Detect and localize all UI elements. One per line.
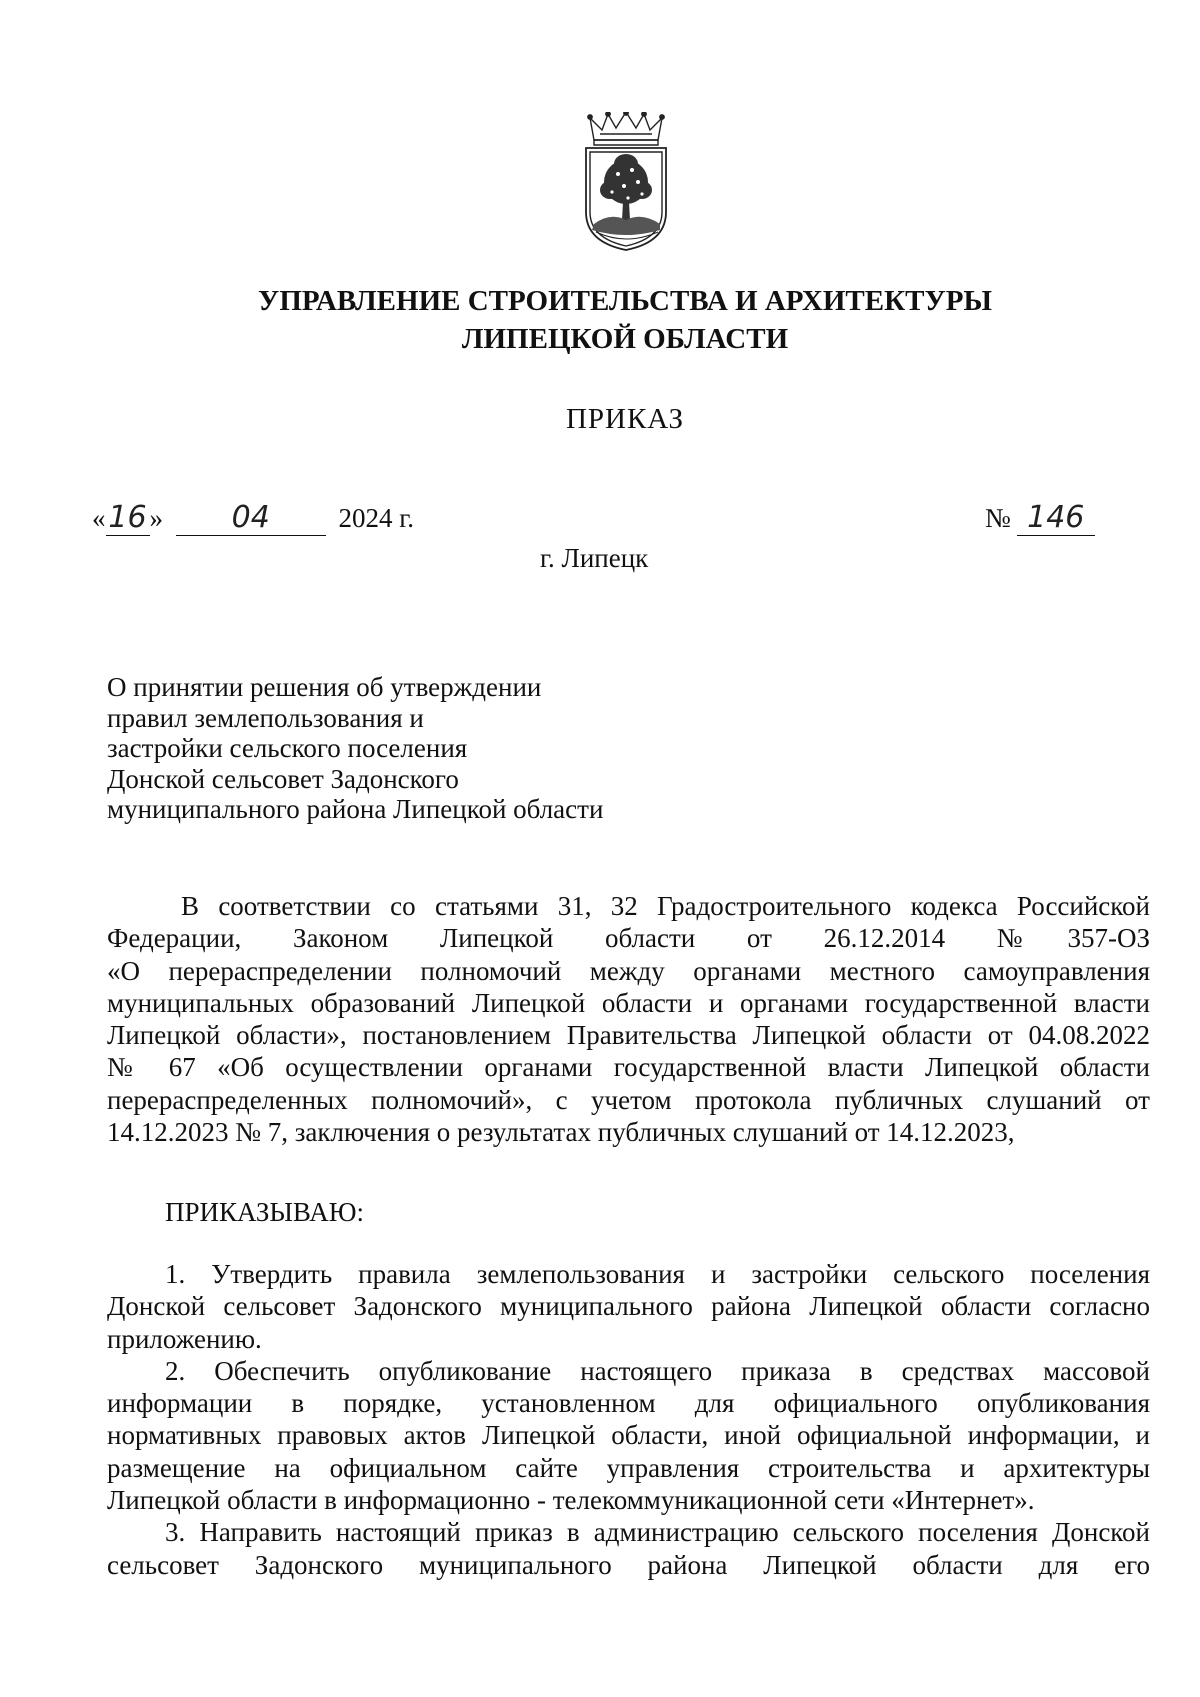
preamble-line: перераспределенных полномочий», с учетом протокола публичных слушаний от — [107, 1084, 1150, 1115]
order-number-value: 146 — [1017, 500, 1095, 536]
quote-close: » — [149, 503, 163, 533]
item-line: приложению. — [107, 1323, 262, 1354]
document-type-title: ПРИКАЗ — [565, 403, 685, 435]
preamble-line: № 67 «Об осуществлении органами государственной власти Липецкой области — [107, 1052, 1150, 1083]
subject-line: Донской сельсовет Задонского — [107, 763, 459, 794]
preamble-line: «О перераспределении полномочий между органами местного самоуправления — [107, 955, 1150, 986]
order-month: 04 — [176, 500, 326, 536]
issue-city: г. Липецк — [540, 543, 649, 573]
subject-line: правил землепользования и — [107, 702, 424, 733]
subject-line: застройки сельского поселения — [107, 733, 468, 763]
preamble-line: Федерации, Законом Липецкой области от 26.12.2014 №357-ОЗ — [107, 923, 1150, 954]
item-line: информации в порядке, установленном для официального опубликования — [107, 1388, 1150, 1419]
order-items — [107, 1258, 1150, 1581]
item-line: Донской сельсовет Задонского муниципального района Липецкой области согласно — [107, 1291, 1150, 1322]
preamble-line: муниципальных образований Липецкой области и органами государственной власти — [107, 987, 1150, 1018]
order-number — [985, 500, 1095, 536]
preamble-line: 14.12.2023 № 7, заключения о результатах публичных слушаний от 14.12.2023, — [107, 1117, 1015, 1148]
order-date — [92, 500, 414, 536]
item-line: 3. Направить настоящий приказ в администрацию сельского поселения Донской — [165, 1517, 1150, 1548]
quote-open: « — [92, 503, 106, 533]
order-subject — [107, 672, 603, 825]
order-directive-word: ПРИКАЗЫВАЮ: — [165, 1197, 364, 1227]
order-item-2 — [107, 1355, 1150, 1516]
item-line: сельсовет Задонского муниципального района Липецкой области для его — [107, 1549, 1150, 1580]
order-item-1 — [107, 1258, 1150, 1355]
organization-name — [0, 282, 1200, 358]
item-line: нормативных правовых актов Липецкой области, иной официальной информации, и — [107, 1420, 1150, 1451]
organization-name-line1: УПРАВЛЕНИЕ СТРОИТЕЛЬСТВА И АРХИТЕКТУРЫ — [258, 285, 992, 317]
preamble-line: В соответствии со статьями 31, 32 Градостроительного кодекса Российской — [181, 891, 1150, 921]
preamble-paragraph — [107, 890, 1150, 1148]
item-line: 1. Утвердить правила землепользования и застройки сельского поселения — [165, 1259, 1150, 1289]
subject-line: О принятии решения об утверждении — [107, 672, 542, 702]
item-line: 2. Обеспечить опубликование настоящего приказа в средствах массовой — [165, 1355, 1150, 1386]
order-item-3 — [107, 1516, 1150, 1581]
lipetsk-coat-of-arms-icon — [580, 112, 672, 252]
item-line: размещение на официальном сайте управления строительства и архитектуры — [107, 1452, 1150, 1483]
preamble-line: Липецкой области», постановлением Правительства Липецкой области от 04.08.2022 — [107, 1020, 1150, 1051]
item-line: Липецкой области в информационно - телекоммуникационной сети «Интернет». — [107, 1485, 1035, 1516]
order-year: 2024 г. — [338, 503, 415, 533]
subject-line: муниципального района Липецкой области — [107, 794, 604, 824]
order-day: 16 — [106, 500, 150, 536]
number-sign: № — [985, 503, 1011, 533]
organization-name-line2: ЛИПЕЦКОЙ ОБЛАСТИ — [461, 323, 789, 355]
